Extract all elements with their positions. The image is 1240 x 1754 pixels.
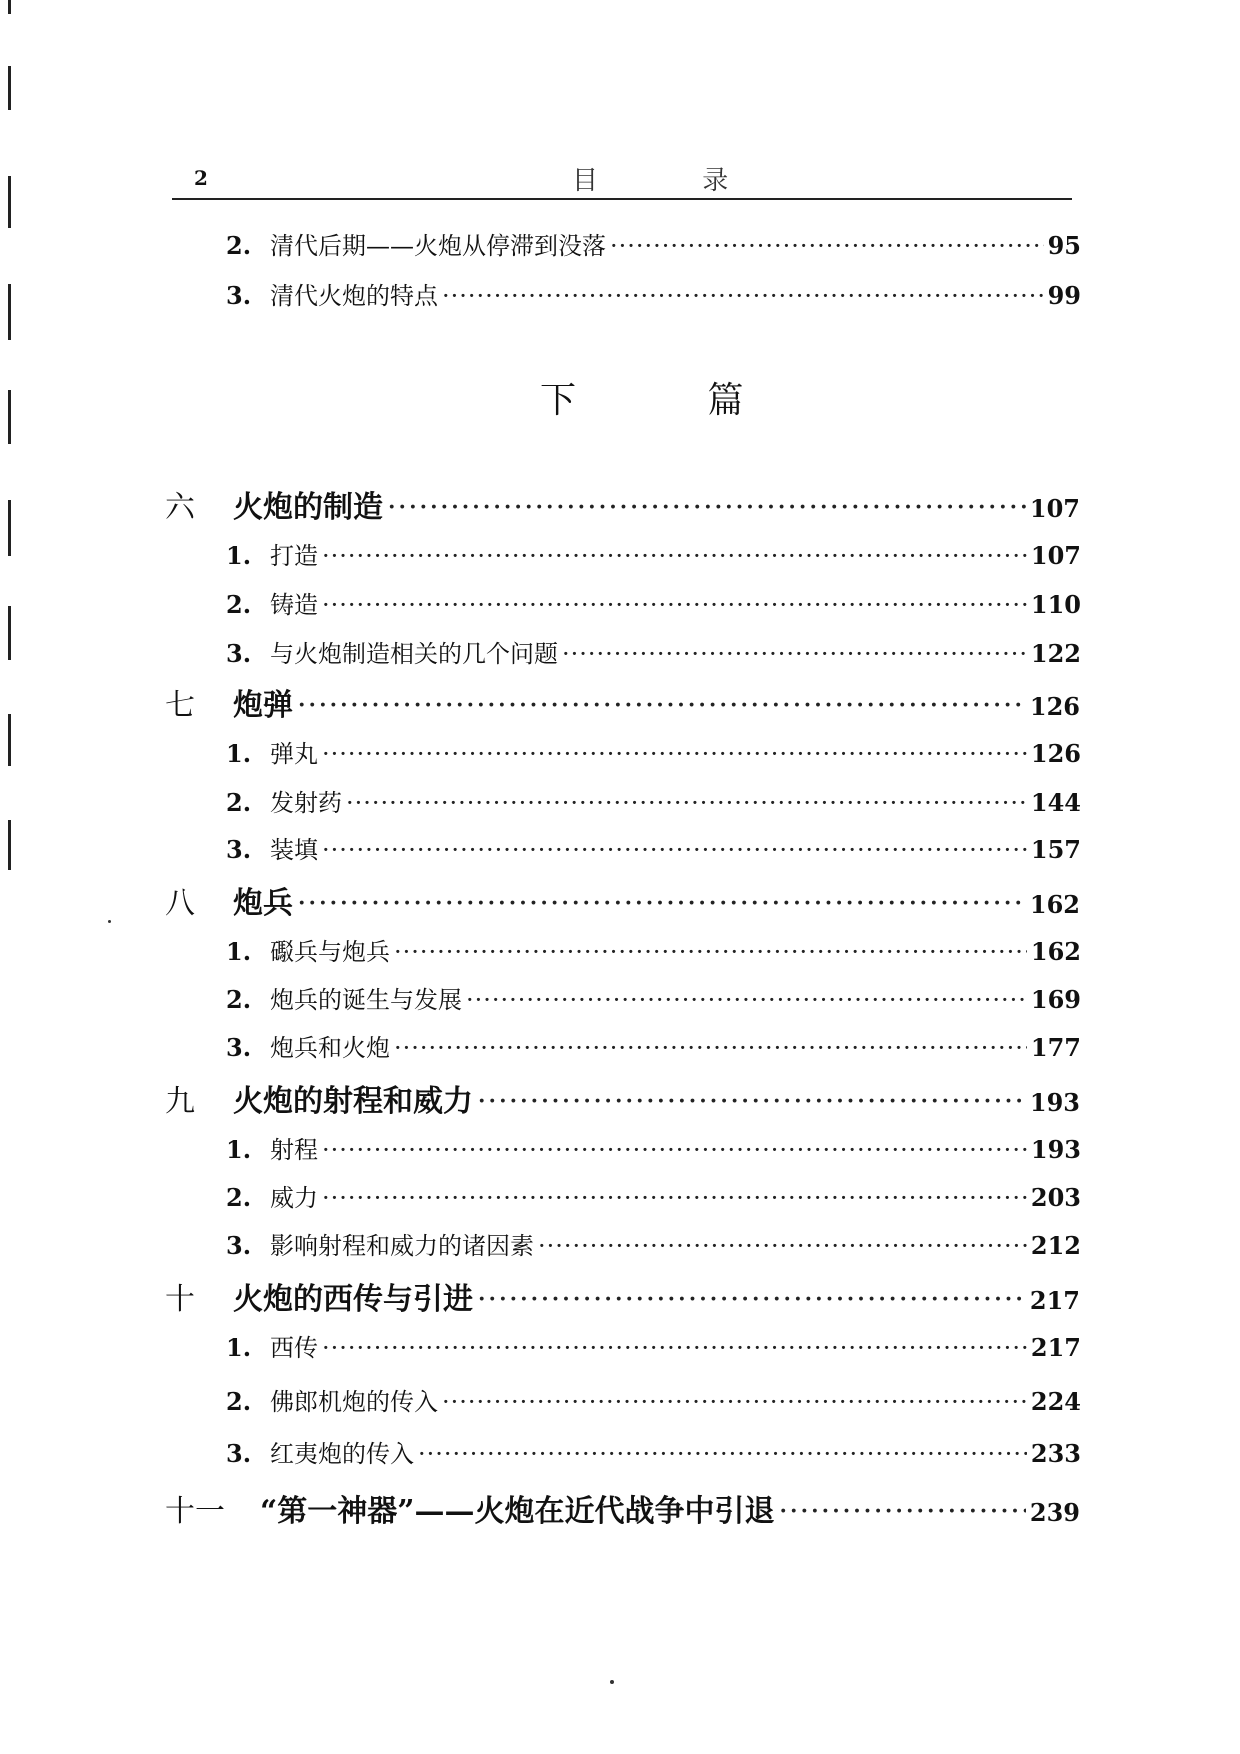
chapter-number: 七 [165,688,195,723]
chapter-number: 十 [165,1282,195,1317]
section-number: 2. [226,985,252,1014]
toc-section[interactable] [226,1434,1081,1470]
section-title: 清代后期——火炮从停滞到没落 [270,232,606,260]
section-title: 西传 [270,1334,318,1362]
page-ref: 99 [1047,281,1081,310]
page-ref: 126 [1030,739,1081,768]
section-number: 2. [226,1183,252,1212]
section-title: 射程 [270,1136,318,1164]
leader-dots [387,490,1026,525]
scan-speck [610,1680,614,1684]
part-title: 下 篇 [540,380,804,421]
chapter-number: 六 [165,490,195,525]
page-ref: 162 [1029,890,1080,919]
leader-dots [538,1232,1027,1260]
page-ref: 110 [1030,590,1081,619]
section-number: 1. [226,1135,252,1164]
section-number: 3. [226,639,252,668]
leader-dots [322,740,1027,768]
page-ref: 193 [1029,1088,1080,1117]
chapter-title: “第一神器”——火炮在近代战争中引退 [260,1494,775,1529]
leader-dots [394,1034,1027,1062]
chapter-title: 火炮的射程和威力 [233,1084,473,1119]
header-title: 目 录 [572,166,777,196]
section-number: 1. [226,541,252,570]
toc-section[interactable] [226,1382,1081,1418]
page-ref: 144 [1030,788,1081,817]
toc-section[interactable] [226,276,1081,312]
section-number: 1. [226,937,252,966]
page-ref: 157 [1030,835,1081,864]
page-ref: 212 [1030,1231,1081,1260]
leader-dots [346,789,1027,817]
toc-section[interactable] [226,830,1081,866]
chapter-number: 八 [165,886,195,921]
scan-edge-mark [8,820,11,870]
toc-section[interactable] [226,1130,1081,1166]
section-title: 清代火炮的特点 [270,282,438,310]
scan-edge-mark [8,714,11,766]
section-number: 2. [226,231,252,260]
leader-dots [322,1136,1027,1164]
section-title: 装填 [270,836,318,864]
toc-section[interactable] [226,585,1081,621]
toc-section[interactable] [226,1328,1081,1364]
leader-dots [610,232,1044,260]
leader-dots [322,836,1027,864]
leader-dots [442,282,1044,310]
section-title: 威力 [270,1184,318,1212]
section-title: 炮兵的诞生与发展 [270,986,462,1014]
running-header [172,160,1072,200]
leader-dots [297,886,1026,921]
leader-dots [322,542,1027,570]
chapter-number: 十一 [165,1494,225,1529]
scan-edge-mark [8,606,11,660]
scan-edge-mark [8,176,11,228]
leader-dots [322,1184,1027,1212]
chapter-title: 火炮的西传与引进 [233,1282,473,1317]
section-number: 3. [226,1231,252,1260]
leader-dots [418,1440,1027,1468]
toc-section[interactable] [226,634,1081,670]
page-ref: 177 [1030,1033,1081,1062]
page-ref: 233 [1030,1439,1081,1468]
section-number: 2. [226,590,252,619]
section-number: 1. [226,1333,252,1362]
toc-section[interactable] [226,536,1081,572]
scan-edge-mark [8,500,11,556]
scan-edge-mark [8,284,11,340]
chapter-number: 九 [165,1084,195,1119]
chapter-title: 炮兵 [233,886,293,921]
leader-dots [322,1334,1027,1362]
section-number: 3. [226,281,252,310]
chapter-title: 炮弹 [233,688,293,723]
leader-dots [477,1084,1026,1119]
page-number: 2 [194,166,208,190]
toc-section[interactable] [226,226,1081,262]
section-title: 铸造 [270,591,318,619]
toc-chapter[interactable] [165,680,1080,724]
scan-speck [108,920,111,923]
page-ref: 107 [1029,494,1080,523]
section-title: 与火炮制造相关的几个问题 [270,640,558,668]
page-ref: 239 [1029,1498,1080,1527]
scan-edge-mark [8,0,11,14]
leader-dots [442,1388,1027,1416]
section-number: 3. [226,835,252,864]
chapter-title: 火炮的制造 [233,490,383,525]
section-title: 礟兵与炮兵 [270,938,390,966]
page-ref: 217 [1029,1286,1080,1315]
toc-section[interactable] [226,734,1081,770]
section-title: 弹丸 [270,740,318,768]
toc-section[interactable] [226,932,1081,968]
toc-section[interactable] [226,1226,1081,1262]
page-ref: 95 [1047,231,1081,260]
section-number: 1. [226,739,252,768]
page-ref: 107 [1030,541,1081,570]
page-ref: 203 [1030,1183,1081,1212]
toc-chapter[interactable] [165,878,1080,922]
section-title: 发射药 [270,789,342,817]
toc-section[interactable] [226,783,1081,819]
section-title: 佛郎机炮的传入 [270,1388,438,1416]
page-ref: 122 [1030,639,1081,668]
toc-chapter[interactable] [165,1076,1080,1120]
leader-dots [297,688,1026,723]
page-ref: 126 [1029,692,1080,721]
leader-dots [779,1494,1026,1529]
toc-section[interactable] [226,1178,1081,1214]
toc-section[interactable] [226,980,1081,1016]
leader-dots [562,640,1027,668]
page-ref: 224 [1030,1387,1081,1416]
leader-dots [394,938,1027,966]
toc-section[interactable] [226,1028,1081,1064]
leader-dots [477,1282,1026,1317]
leader-dots [322,591,1027,619]
section-title: 红夷炮的传入 [270,1440,414,1468]
toc-chapter[interactable] [165,1486,1080,1530]
section-title: 影响射程和威力的诸因素 [270,1232,534,1260]
scan-edge-mark [8,66,11,110]
section-title: 打造 [270,542,318,570]
leader-dots [466,986,1027,1014]
page-ref: 169 [1030,985,1081,1014]
toc-chapter[interactable] [165,482,1080,526]
section-number: 2. [226,1387,252,1416]
section-title: 炮兵和火炮 [270,1034,390,1062]
page-ref: 193 [1030,1135,1081,1164]
page-ref: 162 [1030,937,1081,966]
section-number: 3. [226,1439,252,1468]
header-rule [172,198,1072,200]
toc-chapter[interactable] [165,1274,1080,1318]
page-ref: 217 [1030,1333,1081,1362]
scan-edge-mark [8,390,11,444]
section-number: 2. [226,788,252,817]
section-number: 3. [226,1033,252,1062]
